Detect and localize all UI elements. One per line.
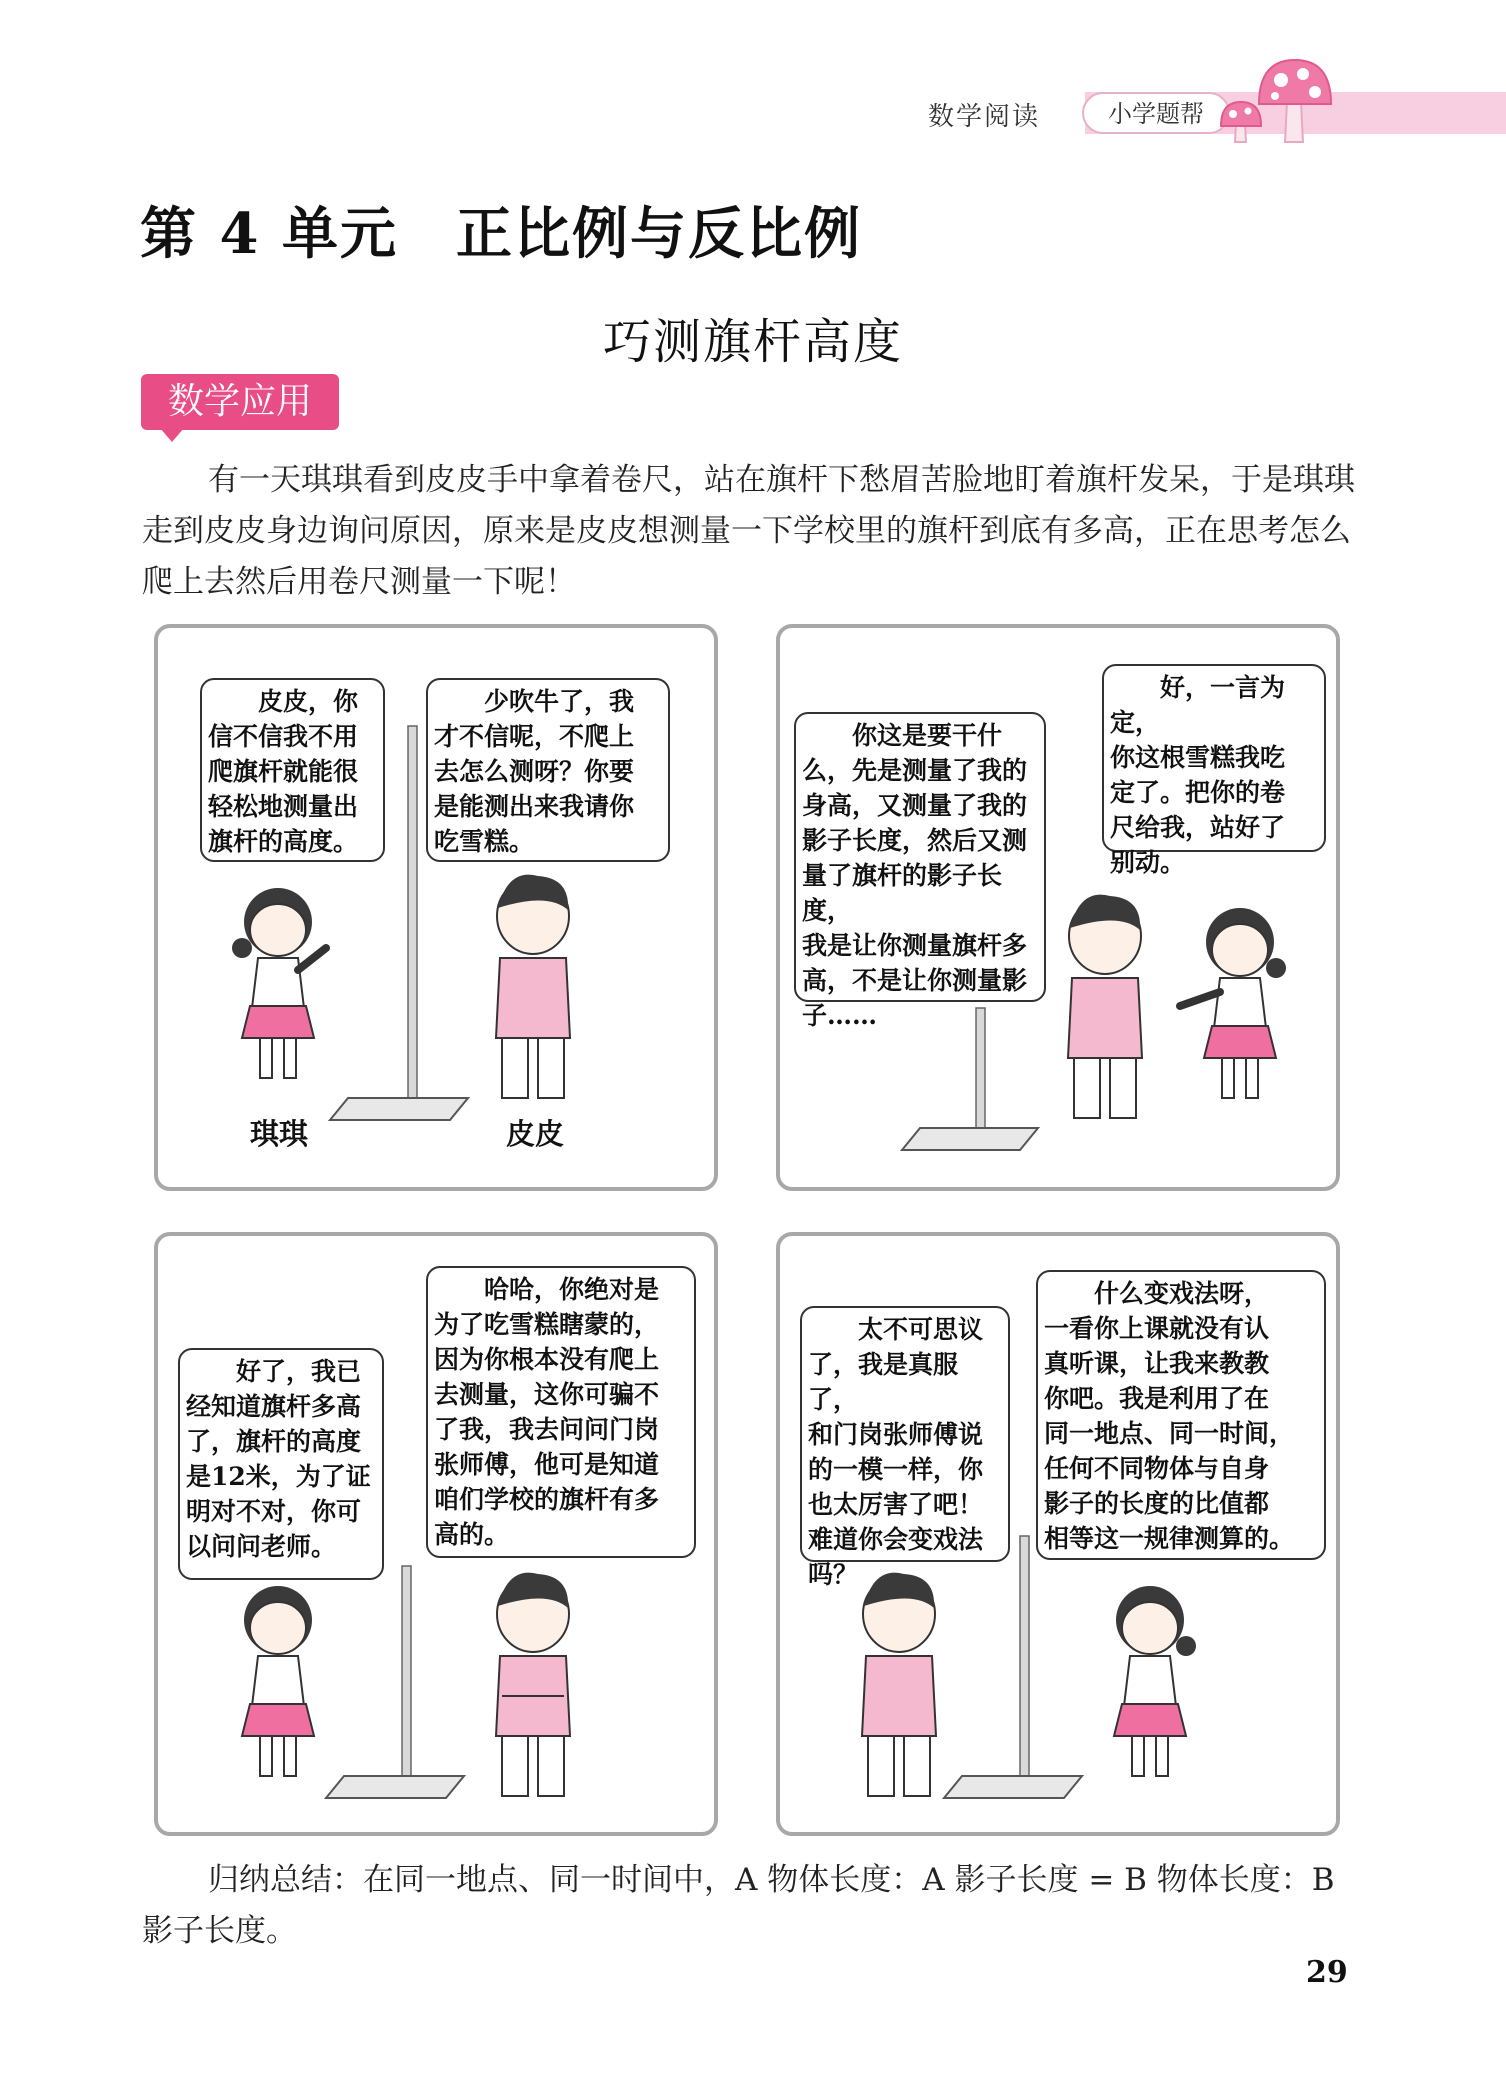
speech-bubble-pipi: 太不可思议 了，我是真服了， 和门岗张师傅说 的一模一样，你 也太厉害了吧！ 难道你会变戏法 吗？ — [800, 1306, 1010, 1562]
speech-bubble-qiqi: 什么变戏法呀， 一看你上课就没有认 真听课，让我来教教 你吧。我是利用了在 同一地点、同一时间， 任何不同物体与自身 影子的长度的比值都 相等这一规律测算的。 — [1036, 1270, 1326, 1560]
speech-bubble-pipi: 哈哈，你绝对是 为了吃雪糕瞎蒙的， 因为你根本没有爬上 去测量，这你可骗不 了我，我去问问门岗 张师傅，他可是知道 咱们学校的旗杆有多 高的。 — [426, 1266, 696, 1558]
speech-bubble-qiqi: 好，一言为定， 你这根雪糕我吃 定了。把你的卷 尺给我，站好了 别动。 — [1102, 664, 1326, 852]
page-number: 29 — [1306, 1955, 1348, 1990]
mushroom-icon — [1255, 54, 1335, 144]
speech-bubble-qiqi: 皮皮，你 信不信我不用 爬旗杆就能很 轻松地测量出 旗杆的高度。 — [200, 678, 385, 862]
speech-bubble-pipi: 你这是要干什 么，先是测量了我的 身高，又测量了我的 影子长度，然后又测 量了旗杆的影子长度， 我是让你测量旗杆多 高，不是让你测量影 子…… — [794, 712, 1046, 1002]
summary-paragraph: 归纳总结：在同一地点、同一时间中，A 物体长度：A 影子长度 = B 物体长度：B 影子长度。 — [142, 1862, 1335, 1949]
unit-title: 第 4 单元 正比例与反比例 — [140, 201, 862, 267]
section-label: 数学阅读 — [928, 102, 1041, 132]
comic-panel-1 — [154, 624, 718, 1191]
speech-bubble-pipi: 少吹牛了，我 才不信呢，不爬上 去怎么测呀？你要 是能测出来我请你 吃雪糕。 — [426, 678, 670, 862]
article-title: 巧测旗杆高度 — [602, 314, 903, 370]
small-mushroom-icon — [1218, 98, 1264, 144]
comic-panel-2 — [776, 624, 1340, 1191]
character-name-pipi: 皮皮 — [506, 1117, 565, 1151]
series-label: 小学题帮 — [1082, 92, 1230, 134]
intro-paragraph: 有一天琪琪看到皮皮手中拿着卷尺，站在旗杆下愁眉苦脸地盯着旗杆发呆，于是琪琪走到皮皮身边询问原因，原来是皮皮想测量一下学校里的旗杆到底有多高，正在思考怎么爬上去然后用卷尺测量一下呢！ — [142, 462, 1355, 600]
tag-pointer — [160, 428, 184, 442]
character-name-qiqi: 琪琪 — [250, 1117, 309, 1151]
speech-bubble-qiqi: 好了，我已 经知道旗杆多高 了，旗杆的高度 是12米，为了证 明对不对，你可 以问问老师。 — [178, 1348, 384, 1580]
section-tag: 数学应用 — [141, 374, 339, 430]
comic-panel-3 — [154, 1232, 718, 1836]
comic-panel-4 — [776, 1232, 1340, 1836]
